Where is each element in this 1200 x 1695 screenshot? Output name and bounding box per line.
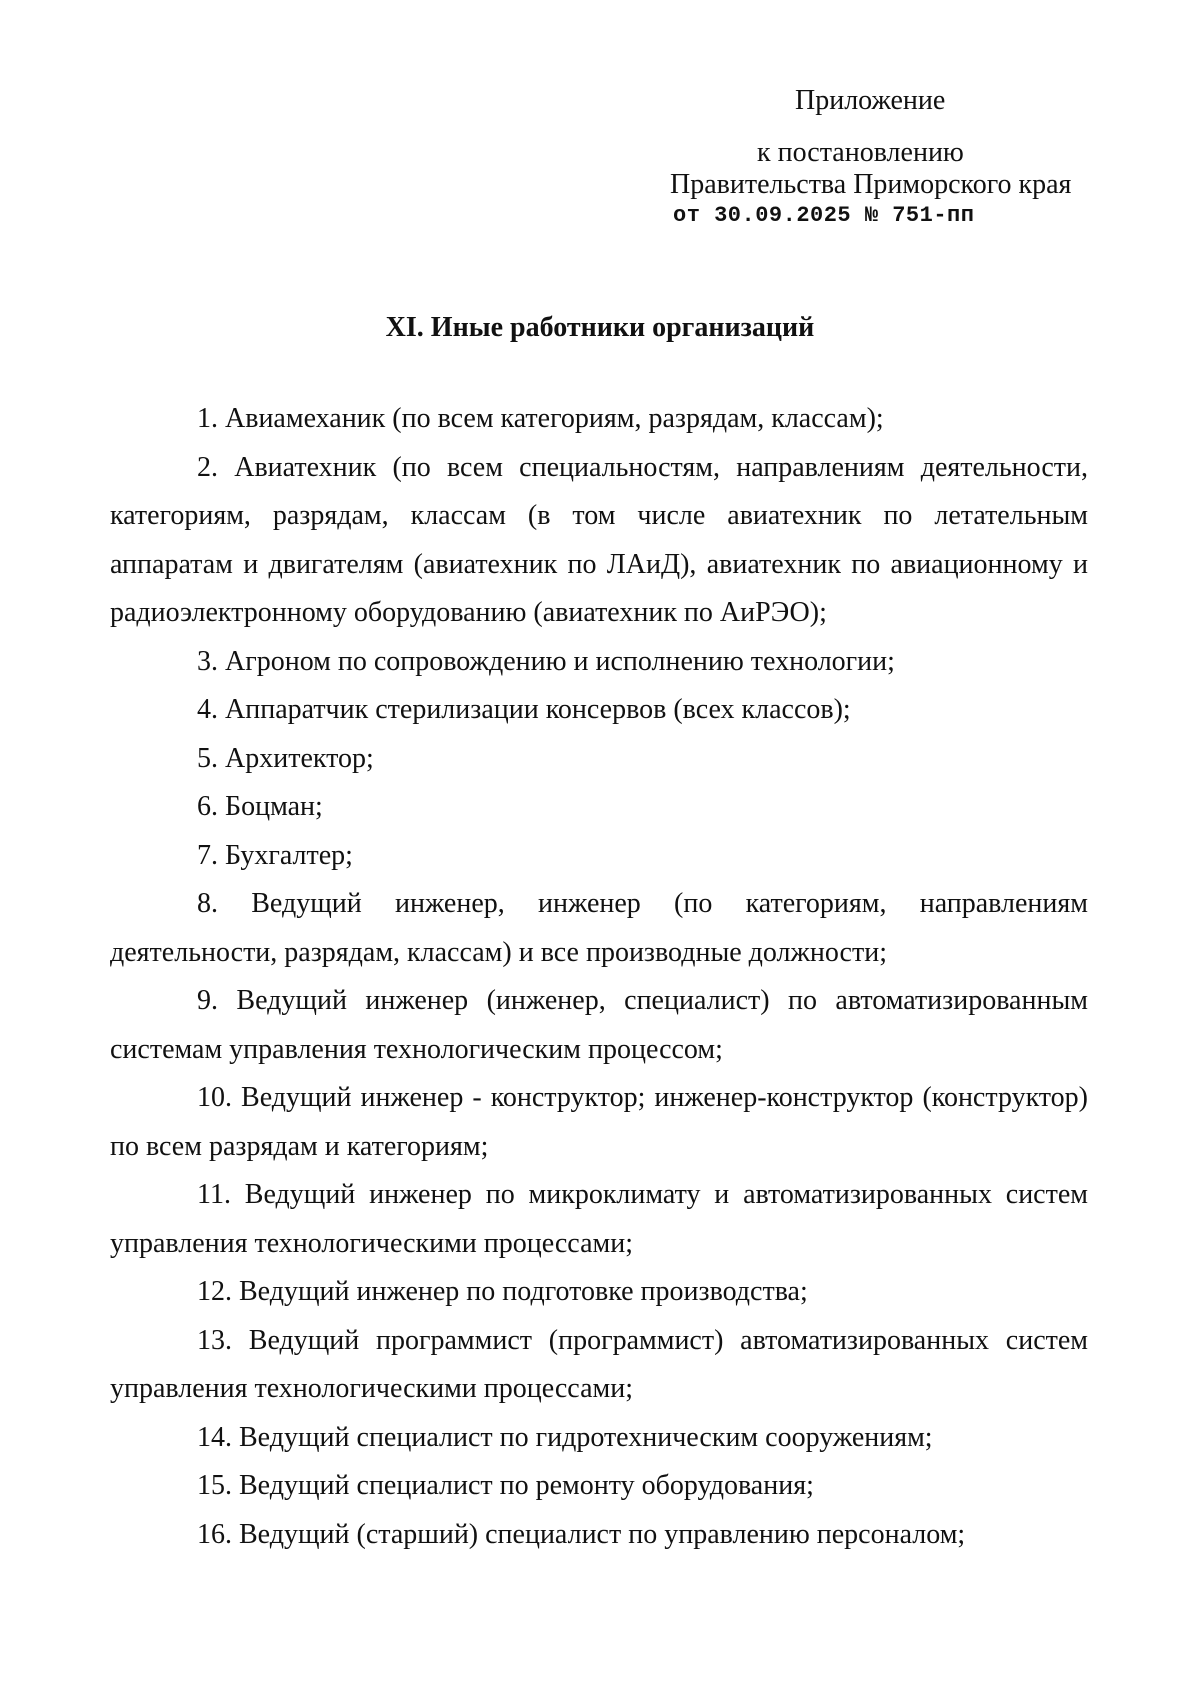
list-item: 9. Ведущий инженер (инженер, специалист) по автоматизированным системам управления технологическим процессом; <box>110 985 1088 1065</box>
list-item: 8. Ведущий инженер, инженер (по категориям, направлениям деятельности, разрядам, классам) и все производные должности; <box>110 888 1088 968</box>
decree-date-number-stamp: от 30.09.2025 № 751-пп <box>673 203 975 228</box>
list-item: 1. Авиамеханик (по всем категориям, разрядам, классам); <box>197 403 884 434</box>
list-item: 2. Авиатехник (по всем специальностям, направлениям деятельности, категориям, разрядам, классам (в том числе авиатехник по летательным аппаратам и двигателям (авиатехник по ЛАиД), авиатехник по авиационному и радиоэлектронному оборудованию (авиатехник по АиРЭО); <box>110 451 1088 628</box>
list-item: 4. Аппаратчик стерилизации консервов (всех классов); <box>197 694 851 725</box>
list-item: 13. Ведущий программист (программист) автоматизированных систем управления технологическими процессами; <box>110 1324 1088 1404</box>
government-name: Правительства Приморского края <box>670 169 1072 200</box>
list-item: 3. Агроном по сопровождению и исполнению технологии; <box>197 645 895 677</box>
list-item: 12. Ведущий инженер по подготовке производства; <box>197 1276 808 1307</box>
list-item: 5. Архитектор; <box>197 742 374 774</box>
section-title: XI. Иные работники организаций <box>385 312 815 343</box>
list-item: 11. Ведущий инженер по микроклимату и автоматизированных систем управления технологическими процессами; <box>110 1179 1088 1259</box>
positions-list <box>110 395 1088 1559</box>
list-item: 16. Ведущий (старший) специалист по управлению персоналом; <box>197 1518 966 1550</box>
appendix-label: Приложение <box>795 85 946 116</box>
list-item: 14. Ведущий специалист по гидротехническим сооружениям; <box>197 1421 933 1453</box>
list-item: 7. Бухгалтер; <box>197 839 353 871</box>
list-item: 15. Ведущий специалист по ремонту оборудования; <box>197 1470 814 1501</box>
list-item: 6. Боцман; <box>197 791 323 822</box>
decree-reference: к постановлению <box>757 137 964 168</box>
list-item: 10. Ведущий инженер - конструктор; инженер-конструктор (конструктор) по всем разрядам и категориям; <box>110 1082 1088 1162</box>
